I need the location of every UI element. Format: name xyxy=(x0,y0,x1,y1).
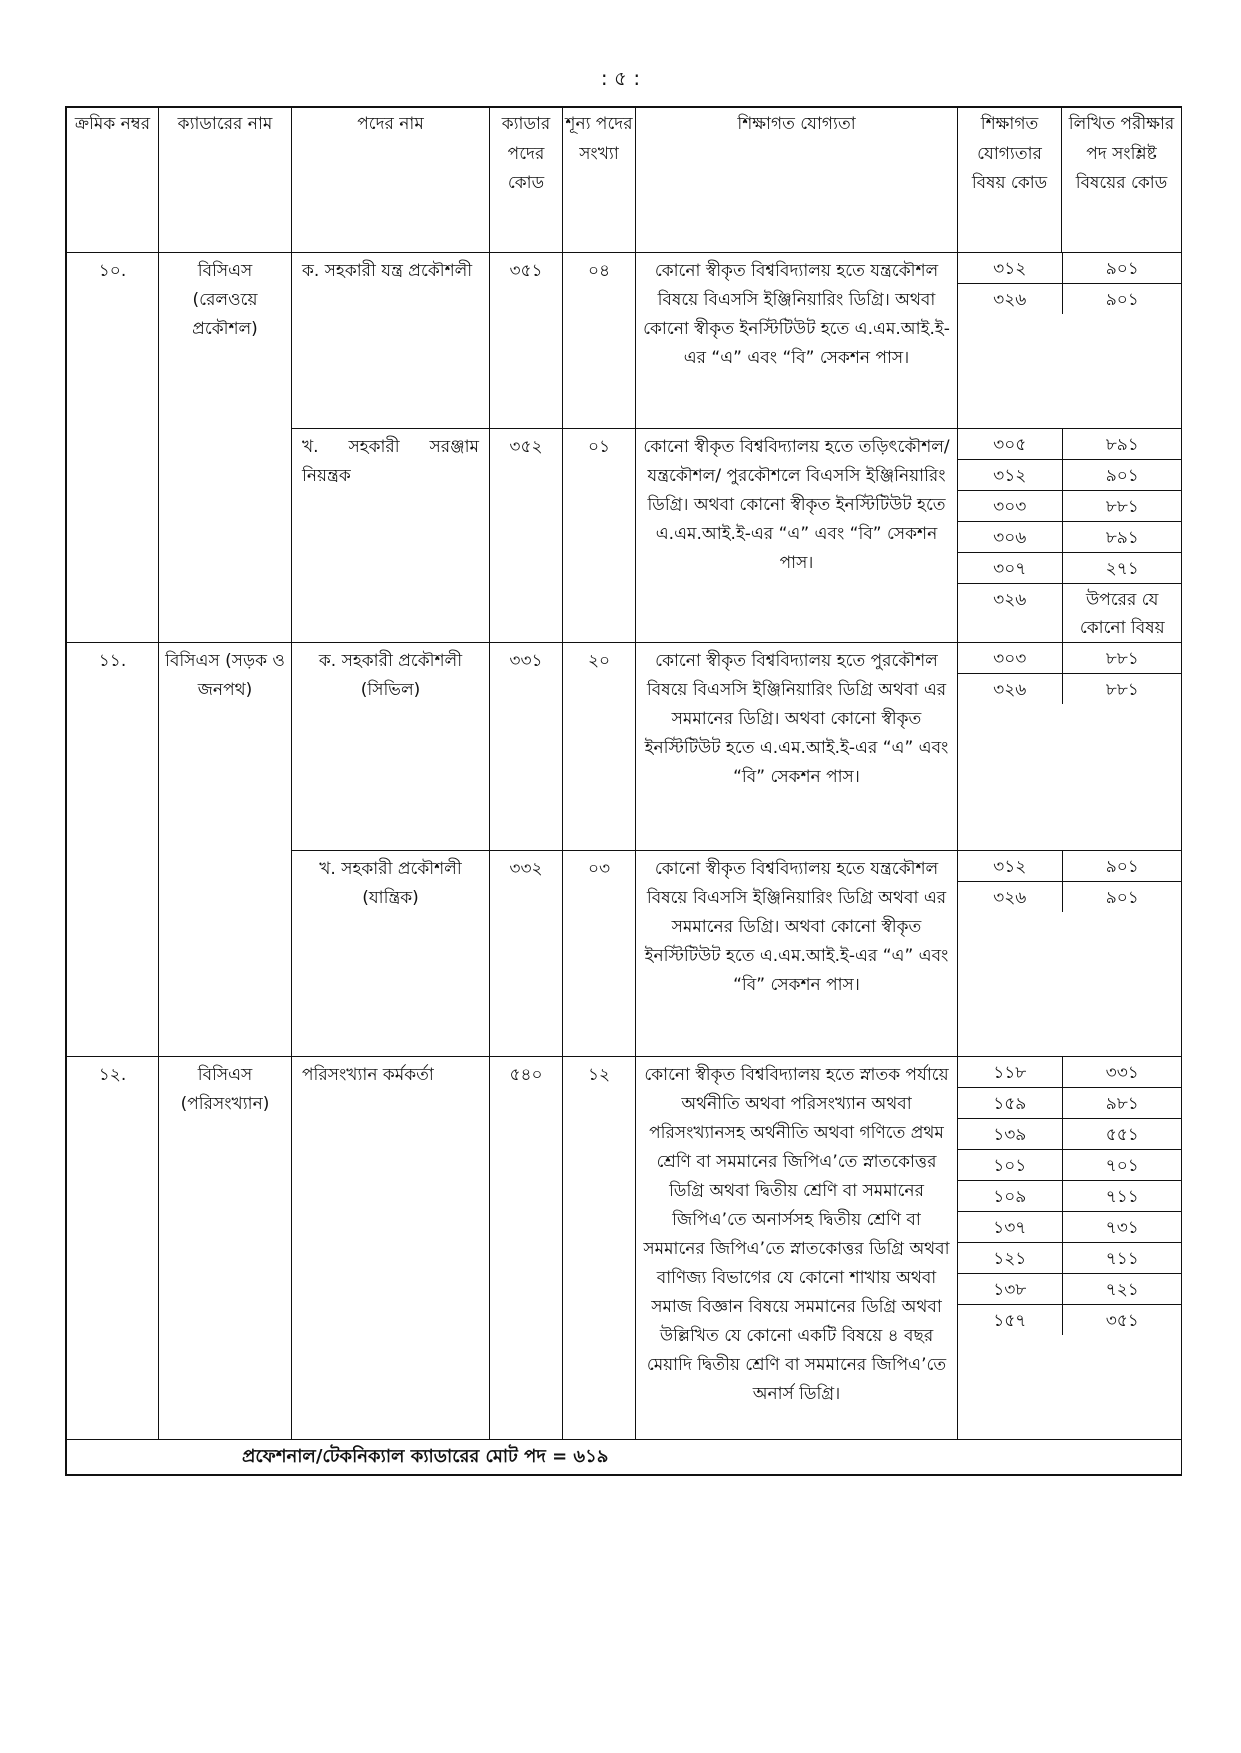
written-code: ৯০১ xyxy=(1062,253,1182,284)
edu-code: ৩০৩ xyxy=(958,643,1062,674)
edu-code: ৩১২ xyxy=(958,460,1062,491)
edu-code: ১০১ xyxy=(958,1150,1062,1181)
serial-cell: ১১. xyxy=(67,643,159,1057)
codes-cell xyxy=(958,253,1182,429)
codes-table xyxy=(958,643,1182,704)
edu-code: ১৫৭ xyxy=(958,1305,1062,1336)
codes-table xyxy=(958,1057,1182,1335)
codes-table xyxy=(958,851,1182,912)
vacant-cell: ০১ xyxy=(563,429,636,643)
edu-code: ১৩৯ xyxy=(958,1119,1062,1150)
header-cadre-name: ক্যাডারের নাম xyxy=(159,108,292,253)
written-code: ৮৯১ xyxy=(1062,522,1182,553)
written-code: ৩৫১ xyxy=(1105,1311,1139,1331)
written-code: ৮৮১ xyxy=(1062,491,1182,522)
qualification-cell: কোনো স্বীকৃত বিশ্ববিদ্যালয় হতে যন্ত্রকৌশল বিষয়ে বিএসসি ইঞ্জিনিয়ারিং ডিগ্রি অথবা এর সমমানের ডিগ্রি। অথবা কোনো স্বীকৃত ইনস্টিটিউট হতে এ.এম.আই.ই-এর “এ” এবং “বি” সেকশন পাস। xyxy=(636,851,958,1057)
edu-code: ৩২৬ xyxy=(958,284,1062,315)
written-code: ৭৩১ xyxy=(1062,1212,1182,1243)
written-code: ৯০১ xyxy=(1062,851,1182,882)
written-code: ৭১১ xyxy=(1062,1181,1182,1212)
post-name-cell: খ. সহকারী প্রকৌশলী (যান্ত্রিক) xyxy=(292,851,490,1057)
written-code: ৯৮১ xyxy=(1062,1088,1182,1119)
post-name-cell: ক. সহকারী প্রকৌশলী (সিভিল) xyxy=(292,643,490,851)
edu-code: ৩০৭ xyxy=(958,553,1062,584)
edu-code: ৩২৬ xyxy=(958,674,1062,705)
header-row xyxy=(67,108,1182,253)
header-written-subject-code: লিখিত পরীক্ষার পদ সংশ্লিষ্ট বিষয়ের কোড xyxy=(1062,108,1182,253)
written-code: ৮৮১ xyxy=(1062,643,1182,674)
written-code: ৭২১ xyxy=(1062,1274,1182,1305)
cadre-cell: বিসিএস (রেলওয়ে প্রকৌশল) xyxy=(159,253,292,643)
post-code-cell: ৫৪০ xyxy=(490,1057,563,1440)
edu-code: ১৩৭ xyxy=(958,1212,1062,1243)
table-row xyxy=(67,643,1182,851)
cadre-table xyxy=(66,107,1182,1475)
table-row xyxy=(67,253,1182,429)
header-post-name: পদের নাম xyxy=(292,108,490,253)
cadre-cell: বিসিএস (সড়ক ও জনপথ) xyxy=(159,643,292,1057)
written-code: ২৭১ xyxy=(1062,553,1182,584)
header-education: শিক্ষাগত যোগ্যতা xyxy=(636,108,958,253)
post-name-cell: খ. সহকারী সরঞ্জাম নিয়ন্ত্রক xyxy=(292,429,490,643)
edu-code: ৩১২ xyxy=(958,851,1062,882)
written-code: ৯০১ xyxy=(1105,290,1139,310)
header-serial: ক্রমিক নম্বর xyxy=(67,108,159,253)
codes-cell xyxy=(958,643,1182,851)
serial-cell: ১০. xyxy=(67,253,159,643)
header-vacant-posts: শূন্য পদের সংখ্যা xyxy=(563,108,636,253)
vacant-cell: ০৪ xyxy=(563,253,636,429)
written-code: ৮৯১ xyxy=(1062,429,1182,460)
serial-cell: ১২. xyxy=(67,1057,159,1440)
edu-code: ৩০৫ xyxy=(958,429,1062,460)
qualification-cell: কোনো স্বীকৃত বিশ্ববিদ্যালয় হতে তড়িৎকৌশল/যন্ত্রকৌশল/ পুরকৌশলে বিএসসি ইঞ্জিনিয়ারিং ডিগ্রি। অথবা কোনো স্বীকৃত ইনস্টিটিউট হতে এ.এম.আই.ই-এর “এ” এবং “বি” সেকশন পাস। xyxy=(636,429,958,643)
codes-cell xyxy=(958,851,1182,1057)
post-code-cell: ৩৫১ xyxy=(490,253,563,429)
table-body xyxy=(67,253,1182,1475)
edu-code: ১২১ xyxy=(958,1243,1062,1274)
edu-code: ১৩৮ xyxy=(958,1274,1062,1305)
codes-table xyxy=(958,429,1182,642)
written-code: ৯০১ xyxy=(1062,460,1182,491)
post-code-cell: ৩৩২ xyxy=(490,851,563,1057)
total-posts: প্রফেশনাল/টেকনিক্যাল ক্যাডারের মোট পদ = ৬১৯ xyxy=(67,1440,1182,1475)
post-code-cell: ৩৫২ xyxy=(490,429,563,643)
cadre-cell: বিসিএস (পরিসংখ্যান) xyxy=(159,1057,292,1440)
post-name-cell: পরিসংখ্যান কর্মকর্তা xyxy=(292,1057,490,1440)
header-cadre-post-code: ক্যাডার পদের কোড xyxy=(490,108,563,253)
written-code: ৭১১ xyxy=(1062,1243,1182,1274)
edu-code: ১১৮ xyxy=(958,1057,1062,1088)
edu-code: ৩২৬ xyxy=(958,882,1062,913)
qualification-cell: কোনো স্বীকৃত বিশ্ববিদ্যালয় হতে স্নাতক পর্যায়ে অর্থনীতি অথবা পরিসংখ্যান অথবা পরিসংখ্যানসহ অর্থনীতি অথবা গণিতে প্রথম শ্রেণি বা সমমানের জিপিএ’তে স্নাতকোত্তর ডিগ্রি অথবা দ্বিতীয় শ্রেণি বা সমমানের জিপিএ’তে অনার্সসহ দ্বিতীয় শ্রেণি বা সমমানের জিপিএ’তে স্নাতকোত্তর ডিগ্রি অথবা বাণিজ্য বিভাগের যে কোনো শাখায় অথবা সমাজ বিজ্ঞান বিষয়ে সমমানের ডিগ্রি অথবা উল্লিখিত যে কোনো একটি বিষয়ে ৪ বছর মেয়াদি দ্বিতীয় শ্রেণি বা সমমানের জিপিএ’তে অনার্স ডিগ্রি। xyxy=(636,1057,958,1440)
vacant-cell: ২০ xyxy=(563,643,636,851)
post-name-cell: ক. সহকারী যন্ত্র প্রকৌশলী xyxy=(292,253,490,429)
written-code: ৩৩১ xyxy=(1062,1057,1182,1088)
written-code: উপরের যে কোনো বিষয় xyxy=(1079,590,1165,638)
edu-code: ৩১২ xyxy=(958,253,1062,284)
edu-code: ৩২৬ xyxy=(958,584,1062,643)
post-code-cell: ৩৩১ xyxy=(490,643,563,851)
cadre-table-container xyxy=(65,106,1182,1476)
written-code: ৭০১ xyxy=(1062,1150,1182,1181)
table-row xyxy=(67,1057,1182,1440)
written-code: ৯০১ xyxy=(1105,888,1139,908)
vacant-cell: ০৩ xyxy=(563,851,636,1057)
vacant-cell: ১২ xyxy=(563,1057,636,1440)
written-code: ৮৮১ xyxy=(1105,680,1139,700)
qualification-cell: কোনো স্বীকৃত বিশ্ববিদ্যালয় হতে পুরকৌশল বিষয়ে বিএসসি ইঞ্জিনিয়ারিং ডিগ্রি অথবা এর সমমানের ডিগ্রি। অথবা কোনো স্বীকৃত ইনস্টিটিউট হতে এ.এম.আই.ই-এর “এ” এবং “বি” সেকশন পাস। xyxy=(636,643,958,851)
page-number: : ৫ : xyxy=(600,66,641,90)
written-code: ৫৫১ xyxy=(1062,1119,1182,1150)
edu-code: ৩০৩ xyxy=(958,491,1062,522)
header-edu-subject-code: শিক্ষাগত যোগ্যতার বিষয় কোড xyxy=(958,108,1062,253)
total-row xyxy=(67,1440,1182,1475)
edu-code: ১০৯ xyxy=(958,1181,1062,1212)
edu-code: ১৫৯ xyxy=(958,1088,1062,1119)
qualification-cell: কোনো স্বীকৃত বিশ্ববিদ্যালয় হতে যন্ত্রকৌশল বিষয়ে বিএসসি ইঞ্জিনিয়ারিং ডিগ্রি। অথবা কোনো স্বীকৃত ইনস্টিটিউট হতে এ.এম.আই.ই-এর “এ” এবং “বি” সেকশন পাস। xyxy=(636,253,958,429)
codes-cell xyxy=(958,1057,1182,1440)
codes-cell xyxy=(958,429,1182,643)
codes-table xyxy=(958,253,1182,314)
edu-code: ৩০৬ xyxy=(958,522,1062,553)
